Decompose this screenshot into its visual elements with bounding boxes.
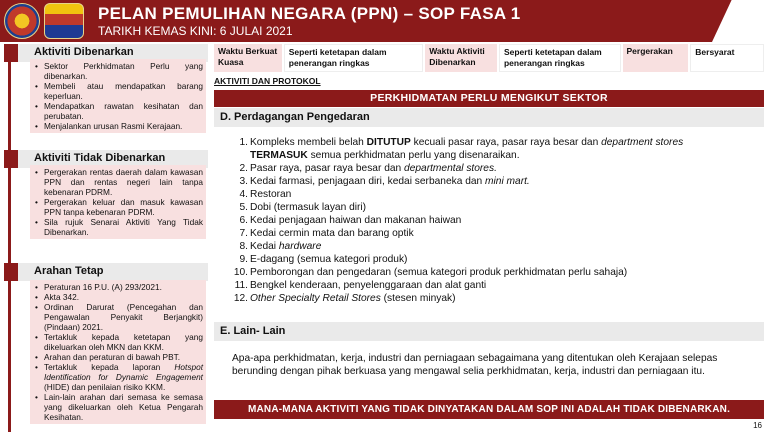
- header-cell-waktu-berkuat-kuasa: Waktu Berkuat Kuasa: [214, 44, 282, 72]
- list-item: • Lain-lain arahan dari semasa ke semasa yang dikeluarkan oleh Ketua Pengarah Kesihatan.: [34, 392, 203, 422]
- left-column: [0, 44, 210, 432]
- header-cell-waktu-aktiviti: Waktu Aktiviti Dibenarkan: [425, 44, 497, 72]
- dibenarkan-box: [30, 59, 206, 133]
- list-item: • Akta 342.: [34, 292, 203, 302]
- header-cell-bersyarat: Bersyarat: [690, 44, 764, 72]
- section-title: Aktiviti Dibenarkan: [34, 46, 134, 58]
- police-crest-logo: [4, 3, 40, 39]
- item-text: kecuali pasar raya, pasar raya besar dan: [410, 137, 602, 148]
- list-item: • Tertakluk kepada ketetapan yang dikeluarkan oleh MKN dan KKM.: [34, 332, 203, 352]
- section-e-heading: E. Lain- Lain: [214, 322, 764, 341]
- item-number: 6.: [239, 215, 248, 226]
- list-item: [226, 253, 766, 266]
- item-text: Kedai penjagaan haiwan dan makanan haiwan: [250, 215, 462, 226]
- item-text: Pemborongan dan pengedaran (semua kategori produk perkhidmatan perlu sahaja): [250, 267, 628, 278]
- item-italic: departmental stores.: [404, 163, 497, 174]
- item-text: Kedai cermin mata dan barang optik: [250, 228, 414, 239]
- item-number: 10.: [233, 267, 248, 278]
- section-d-heading: D. Perdagangan Pengedaran: [214, 108, 764, 127]
- update-date: TARIKH KEMAS KINI: 6 JULAI 2021: [98, 24, 293, 38]
- item-text: Restoran: [250, 189, 292, 200]
- list-item-hide: [34, 362, 203, 392]
- header: [0, 0, 768, 42]
- list-item: [226, 279, 766, 292]
- section-marker: [4, 263, 18, 281]
- list-item: [226, 201, 766, 214]
- item-text: Pasar raya, pasar raya besar dan: [250, 163, 405, 174]
- section-d-list: [226, 136, 766, 305]
- hide-prefix: Tertakluk kepada laporan: [44, 362, 175, 372]
- list-item: • Arahan dan peraturan di bawah PBT.: [34, 352, 203, 362]
- list-item: • Pergerakan keluar dan masuk kawasan PPN tanpa kebenaran PDRM.: [34, 197, 203, 217]
- list-item: [226, 136, 766, 162]
- list-item: • Sektor Perkhidmatan Perlu yang dibenarkan.: [34, 61, 203, 81]
- section-marker: [4, 44, 18, 62]
- arahan-tetap-list: [34, 282, 203, 422]
- item-text: Bengkel kenderaan, penyelenggaraan dan alat ganti: [250, 280, 487, 291]
- list-item: [226, 266, 766, 279]
- item-italic: mini mart.: [485, 176, 530, 187]
- header-cell-seperti-1: Seperti ketetapan dalam penerangan ringkas: [284, 44, 423, 72]
- header-cell-pergerakan: Pergerakan: [623, 44, 689, 72]
- list-item: [226, 214, 766, 227]
- section-title: Arahan Tetap: [34, 265, 104, 277]
- item-italic: Other Specialty Retail Stores: [250, 293, 381, 304]
- tidak-dibenarkan-box: [30, 165, 206, 239]
- item-number: 3.: [239, 176, 248, 187]
- list-item: [226, 162, 766, 175]
- list-item: [226, 227, 766, 240]
- section-e-text: Apa-apa perkhidmatan, kerja, industri dan perniagaan sebagaimana yang ditentukan oleh Kerajaan selepas berunding dengan pihak berkuasa yang mengawal selia perkhidmatan, kerja, industri dan perniagaan itu.: [232, 353, 718, 377]
- item-text: E-dagang (semua kategori produk): [250, 254, 408, 265]
- item-text: Kedai farmasi, penjagaan diri, kedai serbaneka dan: [250, 176, 486, 187]
- malaysia-coat-of-arms-logo: [44, 3, 84, 39]
- item-text: semua perkhidmatan perlu yang disenaraikan.: [307, 150, 520, 161]
- item-text: (stesen minyak): [380, 293, 456, 304]
- item-text: Kompleks membeli belah: [250, 137, 367, 148]
- item-number: 12.: [233, 293, 248, 304]
- item-number: 8.: [239, 241, 248, 252]
- list-item: • Peraturan 16 P.U. (A) 293/2021.: [34, 282, 203, 292]
- aktiviti-label: AKTIVITI DAN PROTOKOL: [214, 76, 321, 86]
- item-italic: department stores: [601, 137, 684, 148]
- item-number: 9.: [239, 254, 248, 265]
- list-item: [226, 175, 766, 188]
- section-marker: [4, 150, 18, 168]
- tidak-dibenarkan-list: [34, 167, 203, 237]
- list-item: [226, 240, 766, 253]
- page-title: PELAN PEMULIHAN NEGARA (PPN) – SOP FASA 1: [98, 4, 521, 23]
- item-bold: TERMASUK: [250, 150, 308, 161]
- section-title: Aktiviti Tidak Dibenarkan: [34, 152, 166, 164]
- item-number: 2.: [239, 163, 248, 174]
- item-text: Kedai: [250, 241, 279, 252]
- list-item: [226, 292, 766, 305]
- page-number: 16: [753, 421, 762, 430]
- list-item: • Menjalankan urusan Rasmi Kerajaan.: [34, 121, 203, 131]
- list-item: • Membeli atau mendapatkan barang keperluan.: [34, 81, 203, 101]
- item-number: 7.: [239, 228, 248, 239]
- header-cell-seperti-2: Seperti ketetapan dalam penerangan ringkas: [499, 44, 621, 72]
- footer-banner: MANA-MANA AKTIVITI YANG TIDAK DINYATAKAN DALAM SOP INI ADALAH TIDAK DIBENARKAN.: [214, 400, 764, 419]
- timeline-line: [8, 44, 11, 432]
- arahan-tetap-box: [30, 280, 206, 424]
- list-item: • Mendapatkan rawatan kesihatan dan perubatan.: [34, 101, 203, 121]
- section-heading-arahan-tetap: [4, 263, 208, 281]
- table-header: [214, 44, 764, 72]
- list-item: [226, 188, 766, 201]
- item-number: 11.: [234, 280, 248, 291]
- list-item: • Ordinan Darurat (Pencegahan dan Pengawalan Penyakit Berjangkit) (Pindaan) 2021.: [34, 302, 203, 332]
- item-italic: hardware: [278, 241, 322, 252]
- item-number: 4.: [239, 189, 248, 200]
- list-item: • Pergerakan rentas daerah dalam kawasan PPN dan rentas negeri lain tanpa kebenaran PDRM.: [34, 167, 203, 197]
- item-number: 5.: [239, 202, 248, 213]
- list-item: • Sila rujuk Senarai Aktiviti Yang Tidak Dibenarkan.: [34, 217, 203, 237]
- hide-suffix: (HIDE) dan penilaian risiko KKM.: [44, 382, 166, 392]
- dibenarkan-list: [34, 61, 203, 131]
- item-bold: DITUTUP: [366, 137, 411, 148]
- item-number: 1.: [239, 137, 248, 148]
- item-text: Dobi (termasuk layan diri): [250, 202, 367, 213]
- sector-banner: PERKHIDMATAN PERLU MENGIKUT SEKTOR: [214, 90, 764, 107]
- hide-italic: Hotspot Identification for Dynamic Engagement: [44, 362, 203, 382]
